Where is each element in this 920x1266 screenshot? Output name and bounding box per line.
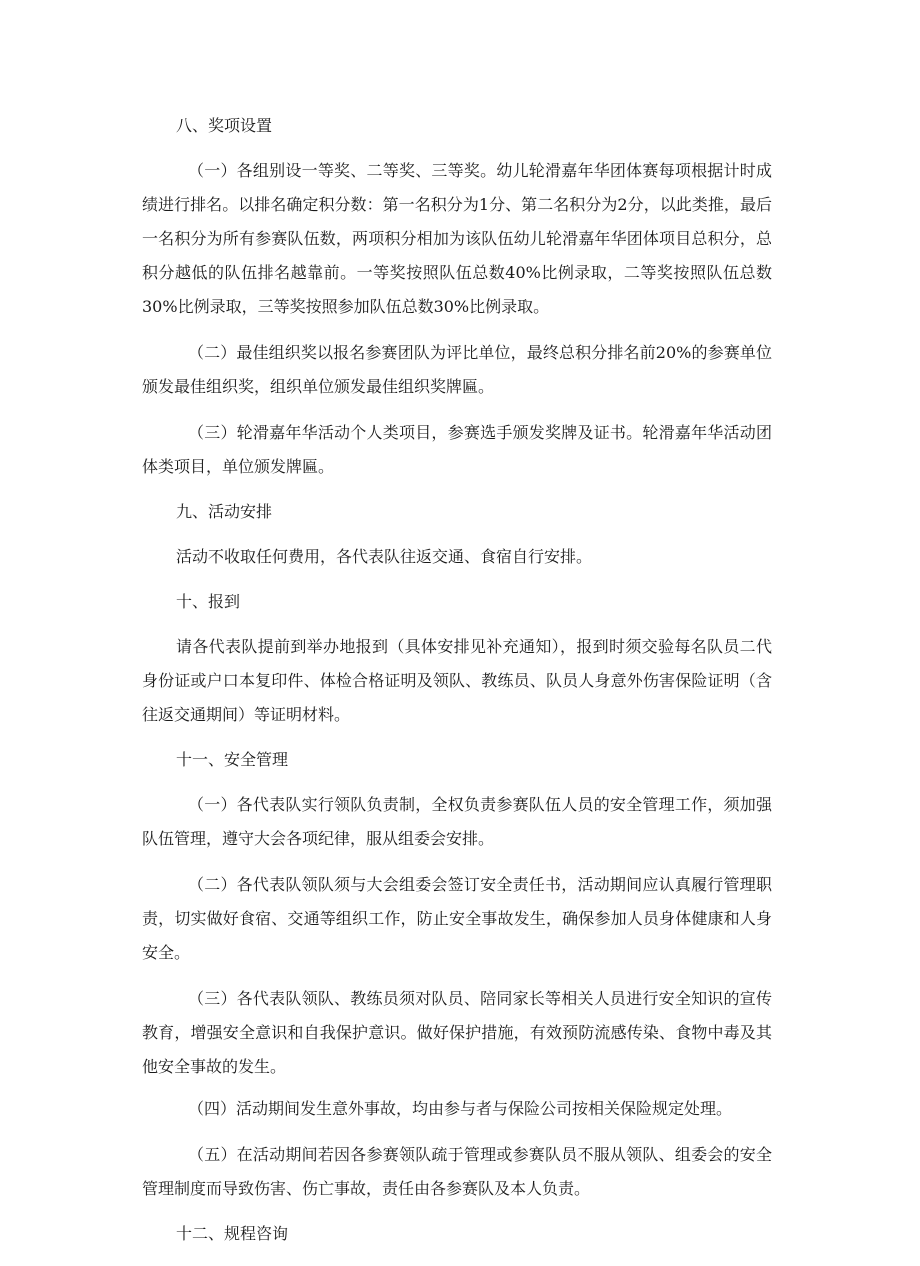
section-heading-consultation: 十二、规程咨询 (176, 1224, 289, 1243)
paragraph-safety-1: （一）各代表队实行领队负责制，全权负责参赛队伍人员的安全管理工作，须加强队伍管理，遵守大会各项纪律，服从组委会安排。 (142, 795, 772, 848)
paragraph-safety-5: （五）在活动期间若因各参赛领队疏于管理或参赛队员不服从领队、组委会的安全管理制度而导致伤害、伤亡事故，责任由各参赛队及本人负责。 (142, 1145, 772, 1198)
paragraph-safety-3: （三）各代表队领队、教练员须对队员、陪同家长等相关人员进行安全知识的宣传教育，增强安全意识和自我保护意识。做好保护措施，有效预防流感传染、食物中毒及其他安全事故的发生。 (142, 989, 772, 1076)
section-heading-registration: 十、报到 (176, 592, 241, 611)
paragraph-awards-1: （一）各组别设一等奖、二等奖、三等奖。幼儿轮滑嘉年华团体赛每项根据计时成绩进行排名。以排名确定积分数：第一名积分为1分、第二名积分为2分，以此类推，最后一名积分为所有参赛队伍数，两项积分相加为该队伍幼儿轮滑嘉年华团体项目总积分，总积分越低的队伍排名越靠前。一等奖按照队伍总数40%比例录取，二等奖按照队伍总数30%比例录取，三等奖按照参加队伍总数30%比例录取。 (142, 161, 772, 316)
paragraph-registration-1: 请各代表队提前到举办地报到（具体安排见补充通知），报到时须交验每名队员二代身份证或户口本复印件、体检合格证明及领队、教练员、队员人身意外伤害保险证明（含往返交通期间）等证明材料。 (142, 637, 772, 724)
section-heading-safety: 十一、安全管理 (176, 750, 289, 769)
paragraph-safety-2: （二）各代表队领队须与大会组委会签订安全责任书，活动期间应认真履行管理职责，切实做好食宿、交通等组织工作，防止安全事故发生，确保参加人员身体健康和人身安全。 (142, 875, 772, 962)
paragraph-safety-4: （四）活动期间发生意外事故，均由参与者与保险公司按相关保险规定处理。 (188, 1099, 733, 1118)
paragraph-awards-3: （三）轮滑嘉年华活动个人类项目，参赛选手颁发奖牌及证书。轮滑嘉年华活动团体类项目，单位颁发牌匾。 (142, 423, 772, 476)
paragraph-arrangement-1: 活动不收取任何费用，各代表队往返交通、食宿自行安排。 (176, 547, 593, 566)
paragraph-awards-2: （二）最佳组织奖以报名参赛团队为评比单位，最终总积分排名前20%的参赛单位颁发最佳组织奖，组织单位颁发最佳组织奖牌匾。 (142, 343, 772, 396)
document-body (142, 106, 772, 1254)
section-heading-arrangement: 九、活动安排 (176, 502, 273, 521)
section-heading-awards: 八、奖项设置 (176, 116, 273, 135)
